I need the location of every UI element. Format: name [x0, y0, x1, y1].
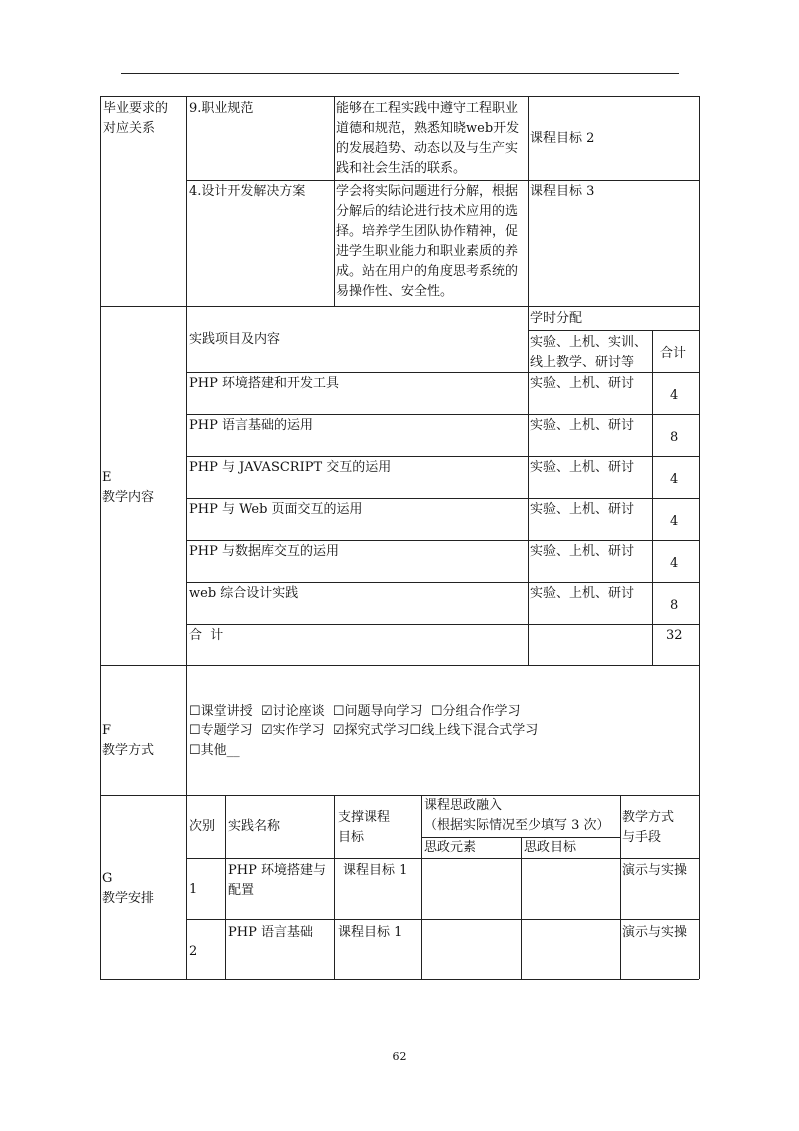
header-name: 实践名称 [228, 819, 281, 834]
option-group: 分组合作学习 [442, 704, 521, 719]
header-method-2: 与手段 [622, 830, 662, 845]
section-f-code: F [102, 723, 112, 738]
requirement-2: 4.设计开发解决方案 [189, 184, 306, 199]
content-row-name: web 综合设计实践 [189, 586, 299, 601]
grid-line [334, 96, 335, 306]
header-index: 次别 [189, 819, 216, 834]
content-row-name: PHP 语言基础的运用 [189, 418, 313, 433]
content-row-hours: 4 [670, 514, 679, 529]
content-row-type: 实验、上机、研讨 [530, 418, 635, 433]
grid-line [186, 456, 699, 457]
grid-line [421, 795, 422, 979]
sum-label: 合 计 [189, 628, 224, 643]
option-discussion: 讨论座谈 [272, 704, 325, 719]
schedule-row-2-name: PHP 语言基础 [228, 925, 313, 940]
section-f-label: 教学方式 [102, 743, 155, 758]
requirement-1-objective: 课程目标 2 [530, 131, 595, 146]
requirement-2-objective: 课程目标 3 [530, 184, 595, 199]
header-goal: 思政目标 [524, 840, 577, 855]
section-g-label: 教学安排 [102, 891, 155, 906]
teaching-methods-line-1 [189, 702, 520, 722]
content-row-type: 实验、上机、研讨 [530, 460, 635, 475]
header-total: 合计 [660, 346, 687, 361]
content-row-type: 实验、上机、研讨 [530, 544, 635, 559]
content-row-type: 实验、上机、研讨 [530, 502, 635, 517]
content-row-type: 实验、上机、研讨 [530, 586, 635, 601]
grid-line [186, 624, 699, 625]
option-inquiry: 探究式学习 [344, 723, 410, 738]
header-ideology-1: 课程思政融入 [424, 798, 503, 813]
grid-line [225, 795, 226, 979]
content-row-name: PHP 与 Web 页面交互的运用 [189, 502, 363, 517]
schedule-row-2-support: 课程目标 1 [338, 925, 403, 940]
section-g-code: G [102, 871, 113, 886]
requirement-2-description: 学会将实际问题进行分解，根据分解后的结论进行技术应用的选择。培养学生团队协作精神，促进学生职业能力和职业素质的养成。站在用户的角度思考系统的易操作性、安全性。 [336, 184, 519, 299]
grid-line [100, 96, 699, 97]
grid-line [100, 795, 699, 796]
checkbox-practice[interactable]: ☑ [260, 723, 273, 738]
checkbox-problem-based[interactable]: ☐ [332, 704, 345, 719]
content-row-hours: 4 [670, 556, 679, 571]
checkbox-blended[interactable]: ☐ [409, 723, 422, 738]
grid-line [186, 665, 187, 795]
header-hours: 学时分配 [530, 311, 583, 326]
checkbox-discussion[interactable]: ☑ [260, 704, 273, 719]
grid-line [186, 540, 699, 541]
teaching-methods-line-3 [189, 741, 240, 761]
option-blended: 线上线下混合式学习 [421, 723, 539, 738]
checkbox-other[interactable]: ☐ [189, 743, 201, 758]
header-element: 思政元素 [424, 840, 477, 855]
content-row-name: PHP 与 JAVASCRIPT 交互的运用 [189, 460, 392, 475]
content-row-hours: 4 [670, 472, 679, 487]
grid-line [421, 837, 620, 838]
schedule-row-2-method: 演示与实操 [622, 925, 688, 940]
header-support-2: 目标 [338, 830, 365, 845]
requirement-1-description: 能够在工程实践中遵守工程职业道德和规范，熟悉知晓web开发的发展趋势、动态以及与生产实践和社会生活的联系。 [336, 101, 520, 176]
header-project: 实践项目及内容 [189, 332, 281, 347]
section-e-code: E [102, 470, 112, 485]
header-rule [121, 73, 679, 74]
schedule-row-1-index: 1 [189, 882, 198, 897]
grid-line [186, 858, 699, 859]
checkbox-inquiry[interactable]: ☑ [332, 723, 345, 738]
grid-line [100, 306, 699, 307]
checkbox-lecture[interactable]: ☐ [189, 704, 201, 719]
content-row-hours: 8 [670, 598, 679, 613]
content-row-hours: 8 [670, 430, 679, 445]
sum-value: 32 [666, 628, 683, 643]
section-b-label: 毕业要求的对应关系 [103, 101, 169, 136]
option-other: 其他__ [200, 743, 240, 758]
grid-line [100, 979, 699, 980]
grid-line [620, 795, 621, 979]
content-row-type: 实验、上机、研讨 [530, 376, 635, 391]
grid-line [186, 919, 699, 920]
checkbox-topic[interactable]: ☐ [189, 723, 201, 738]
page-number: 62 [392, 1050, 407, 1063]
grid-line [528, 306, 529, 665]
grid-line [100, 665, 699, 666]
option-lecture: 课堂讲授 [200, 704, 253, 719]
header-method-1: 教学方式 [622, 810, 675, 825]
content-row-name: PHP 环境搭建和开发工具 [189, 376, 339, 391]
grid-line [334, 795, 335, 979]
section-e-label: 教学内容 [102, 490, 155, 505]
grid-line [699, 96, 700, 979]
grid-line [186, 582, 699, 583]
grid-line [186, 180, 699, 181]
schedule-row-2-index: 2 [189, 944, 198, 959]
grid-line [186, 372, 699, 373]
content-row-name: PHP 与数据库交互的运用 [189, 544, 339, 559]
requirement-1: 9.职业规范 [189, 101, 254, 116]
header-type: 实验、上机、实训、线上教学、研讨等 [530, 335, 648, 370]
checkbox-group[interactable]: ☐ [430, 704, 443, 719]
schedule-row-1-method: 演示与实操 [622, 863, 688, 878]
schedule-row-1-name: PHP 环境搭建与配置 [228, 863, 326, 898]
teaching-methods-line-2 [189, 721, 538, 741]
grid-line [186, 96, 187, 306]
grid-line [100, 96, 101, 979]
option-practice: 实作学习 [272, 723, 325, 738]
grid-line [528, 330, 699, 331]
grid-line [186, 414, 699, 415]
header-ideology-2: （根据实际情况至少填写 3 次） [424, 818, 610, 833]
option-problem-based: 问题导向学习 [344, 704, 423, 719]
header-support-1: 支撑课程 [338, 810, 391, 825]
grid-line [186, 795, 187, 979]
grid-line [186, 306, 187, 665]
option-topic: 专题学习 [200, 723, 253, 738]
grid-line [528, 96, 529, 306]
content-row-hours: 4 [670, 388, 679, 403]
schedule-row-1-support: 课程目标 1 [343, 863, 408, 878]
grid-line [186, 498, 699, 499]
